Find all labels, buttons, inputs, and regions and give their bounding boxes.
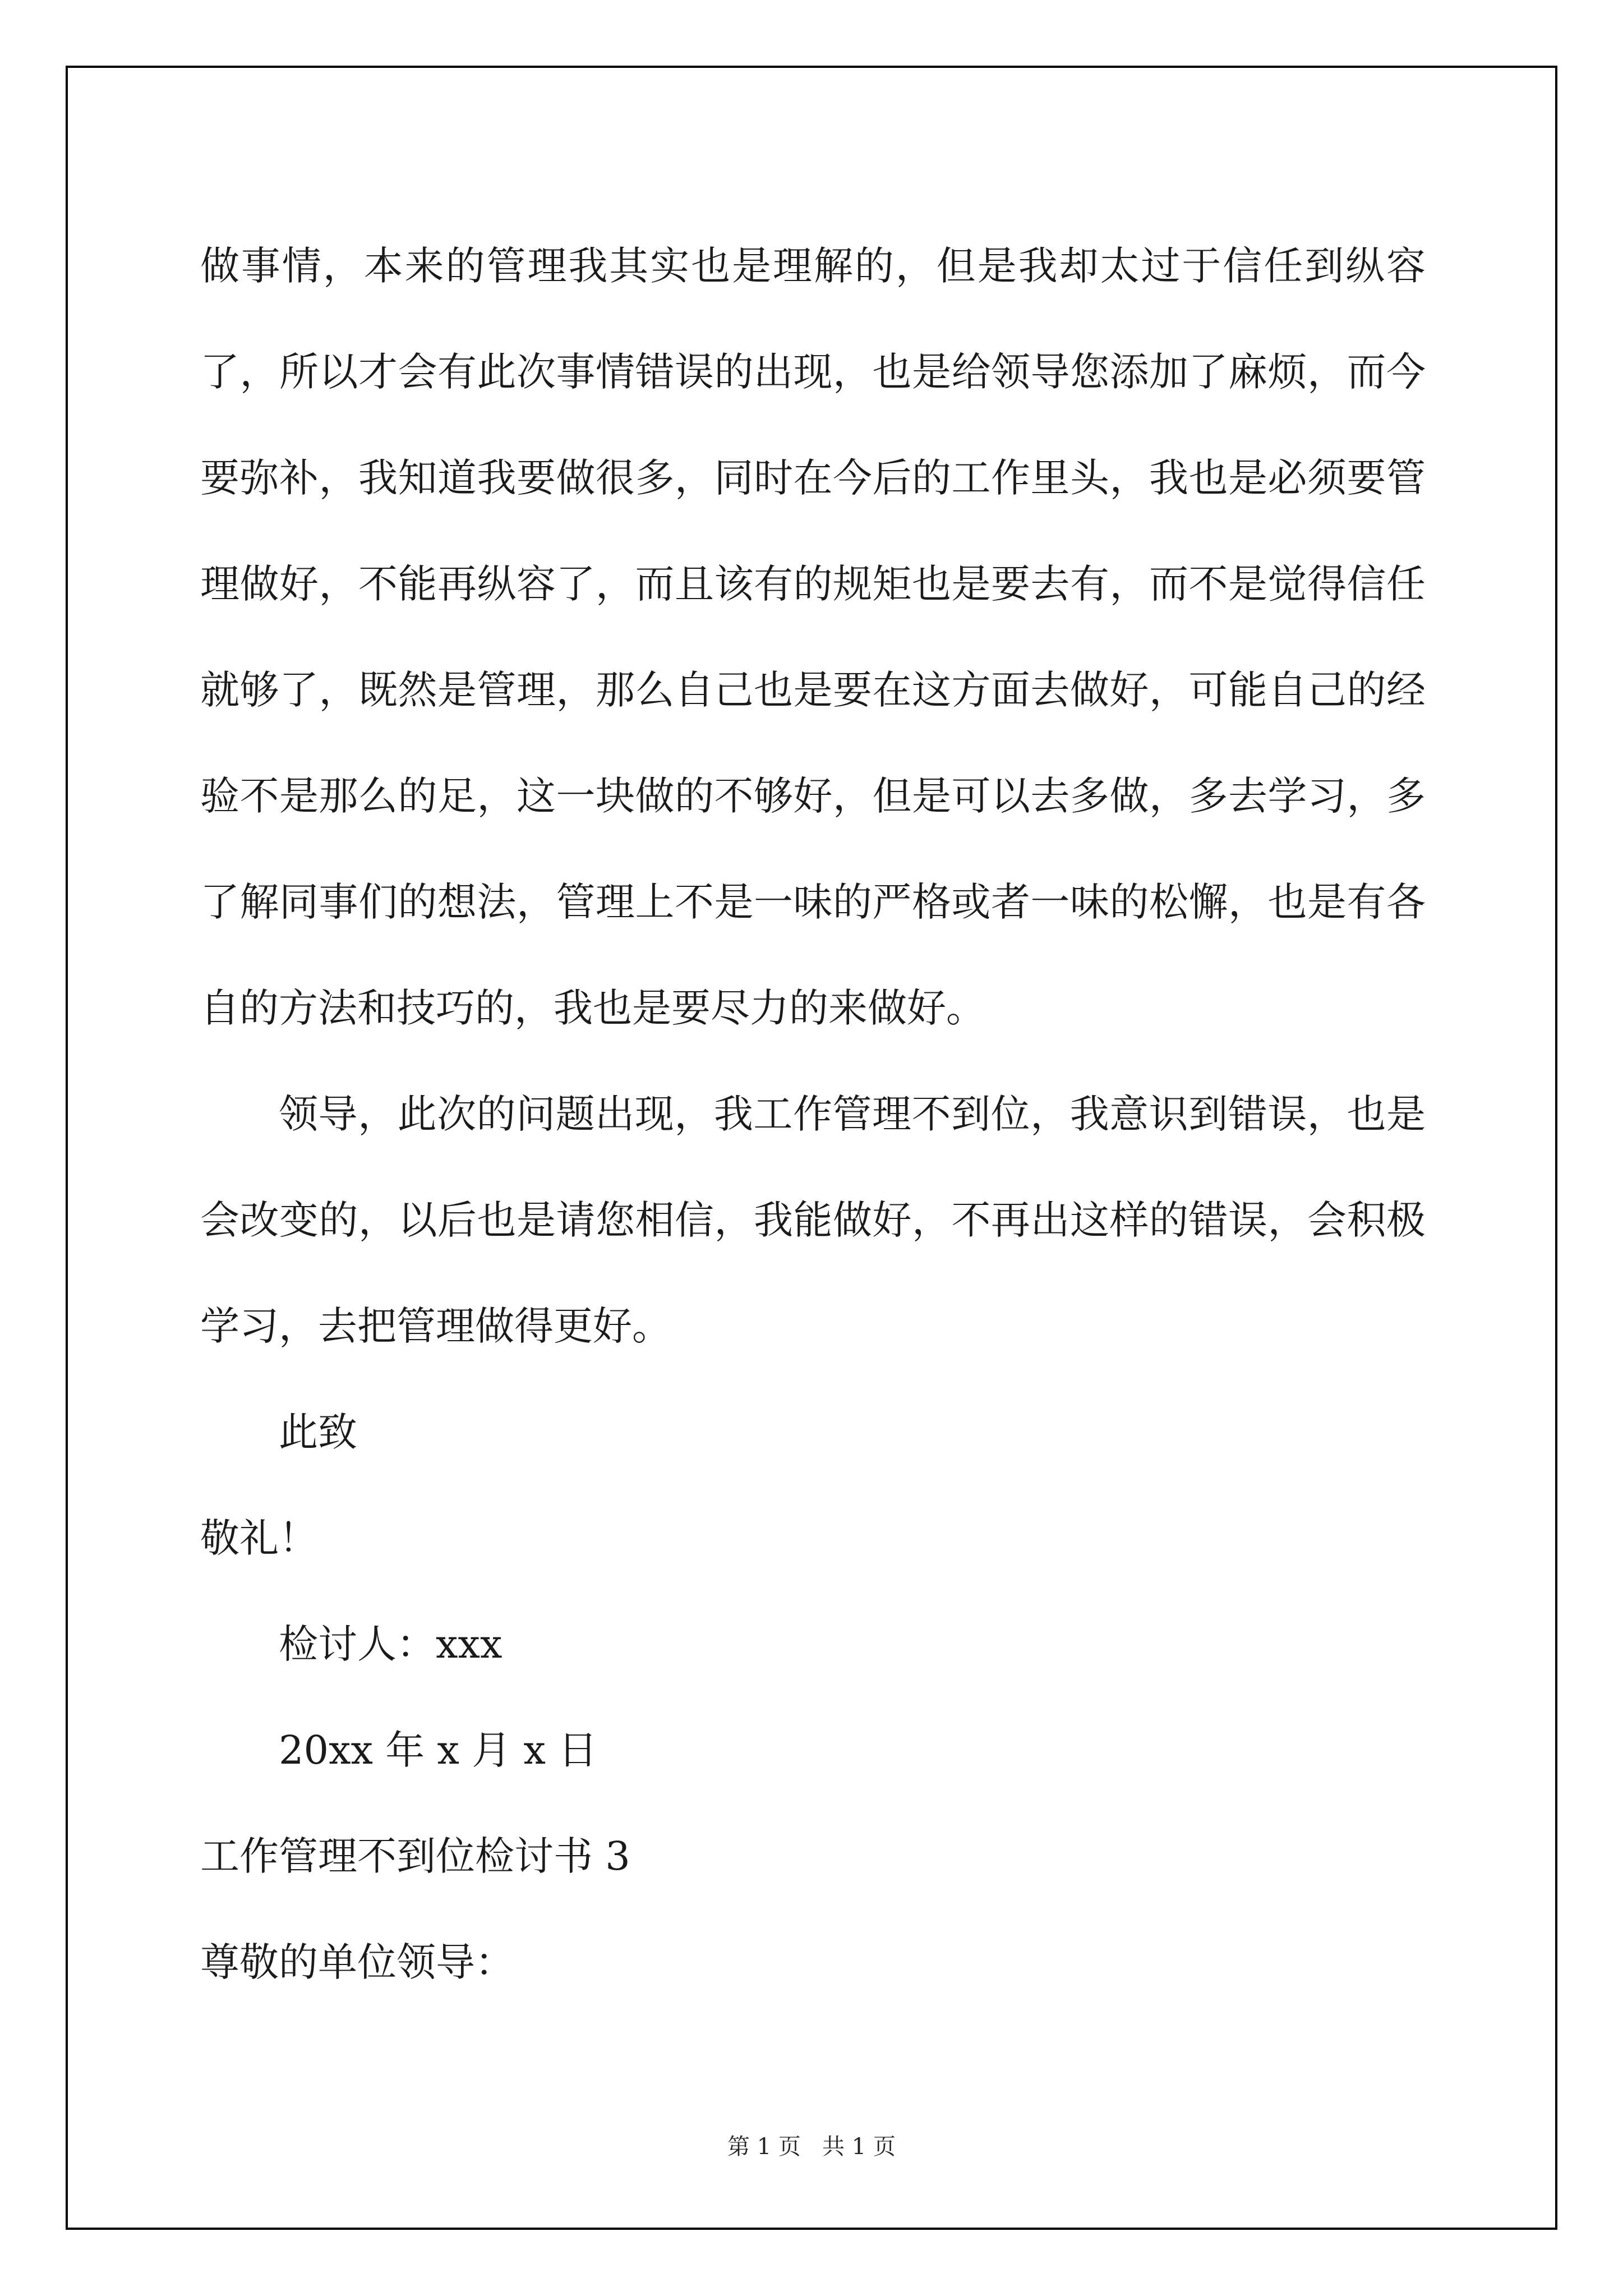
signer-line: 检讨人：xxx bbox=[279, 1621, 502, 1667]
body-paragraph-1: 做事情，本来的管理我其实也是理解的，但是我却太过于信任到纵容了，所以才会有此次事情错误的出现，也是给领导您添加了麻烦，而今要弥补，我知道我要做很多，同时在今后的工作里头，我也是必须要管理做好，不能再纵容了，而且该有的规矩也是要去有，而不是觉得信任就够了，既然是管理，那么自己也是要在这方面去做好，可能自己的经验不是那么的足，这一块做的不够好，但是可以去多做，多去学习，多了解同事们的想法，管理上不是一味的严格或者一味的松懈，也是有各自的方法和技巧的，我也是要尽力的来做好。 bbox=[200, 243, 1426, 1031]
next-letter-salutation: 尊敬的单位领导： bbox=[200, 1939, 514, 1985]
body-paragraph-2: 领导，此次的问题出现，我工作管理不到位，我意识到错误，也是会改变的，以后也是请您相信，我能做好，不再出这样的错误，会积极学习，去把管理做得更好。 bbox=[200, 1091, 1426, 1349]
salute-line: 敬礼！ bbox=[200, 1515, 318, 1561]
closing-line: 此致 bbox=[279, 1409, 357, 1455]
page-number-footer: 第 1 页 共 1 页 bbox=[727, 2134, 896, 2160]
date-line: 20xx 年 x 月 x 日 bbox=[279, 1727, 598, 1773]
document-body bbox=[200, 213, 1426, 2016]
next-letter-title: 工作管理不到位检讨书 3 bbox=[200, 1833, 630, 1879]
